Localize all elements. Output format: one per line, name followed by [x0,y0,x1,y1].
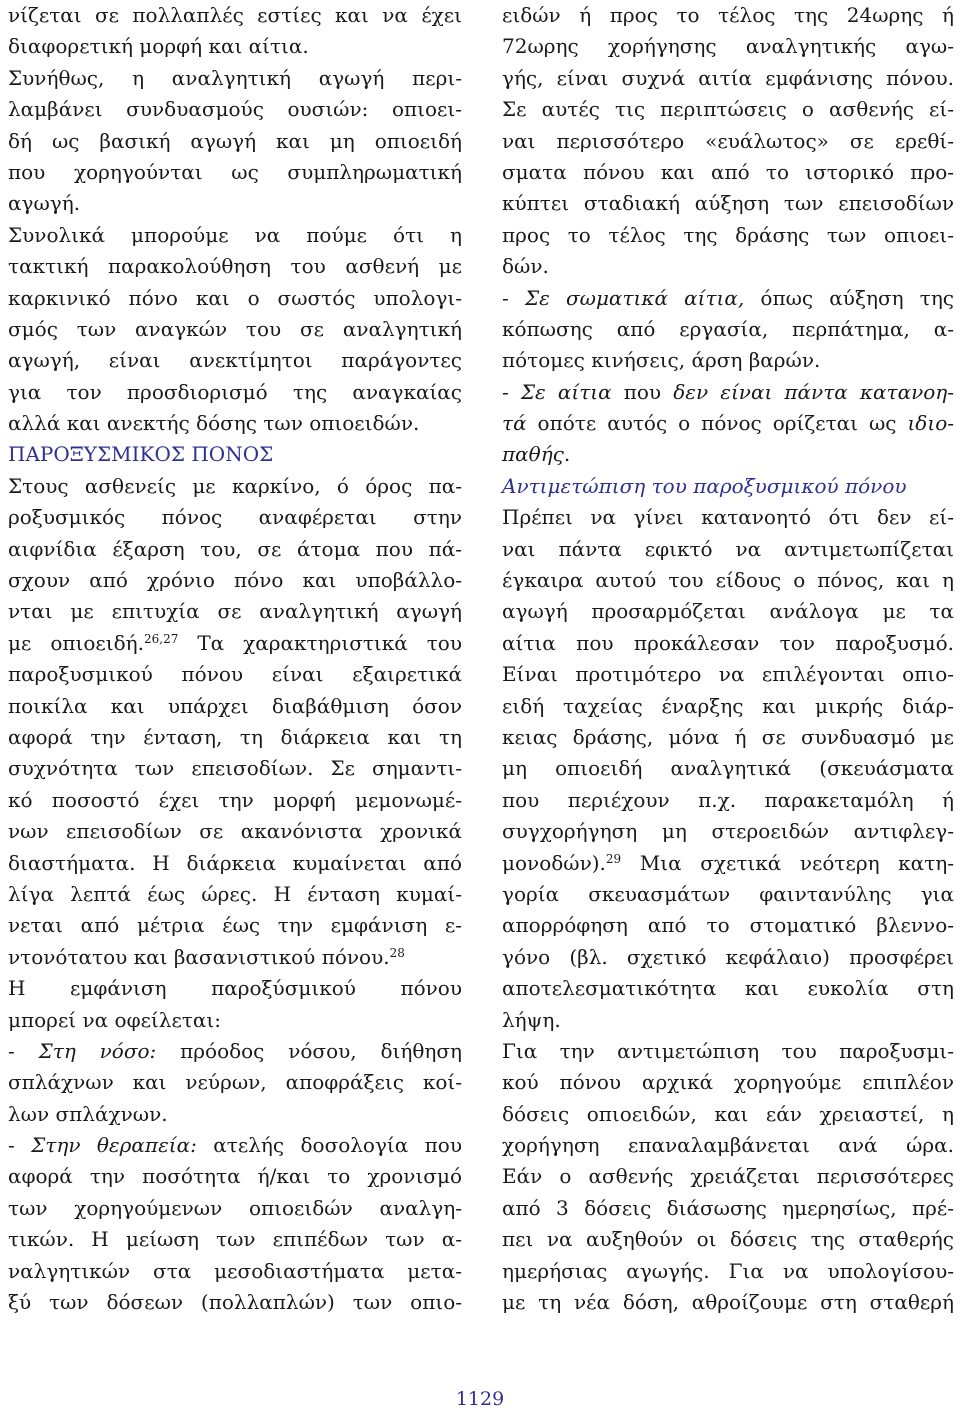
right-column-line [502,910,954,941]
text-run: σχουν από χρόνιο πόνο και υποβάλλο- [8,568,462,593]
left-text-column [8,0,462,1318]
text-run: - [8,1133,32,1158]
right-column-line [502,973,954,1004]
left-column-line [8,1287,462,1318]
text-run: με οπιοειδή. [8,630,144,655]
text-run: νων επεισοδίων σε ακανόνιστα χρονικά [8,819,462,844]
text-run: σπλάχνων και νεύρων, αποφράξεις κοί- [8,1070,462,1095]
right-column-line [502,753,954,784]
text-run: αφορά την ένταση, τη διάρκεια και τη [8,724,462,749]
text-run: που χορηγούνται ως συμπληρωματική [8,159,462,184]
left-column-line [8,1130,462,1161]
text-run: - [502,285,525,310]
left-column-line [8,596,462,627]
left-column-line [8,722,462,753]
left-column-line [8,628,462,659]
right-column-line [502,1005,954,1036]
text-run: μη οπιοειδή αναλγητικά (σκευάσματα [502,756,954,781]
text-run: οπότε αυτός ο πόνος ορίζεται ως [526,411,908,436]
text-run: μονοδών). [502,850,606,875]
right-column-line [502,848,954,879]
text-run: παροξυσμικού πόνου είναι εξαιρετικά [8,662,462,687]
text-run: πει να αυξηθούν οι δόσεις της σταθερής [502,1227,954,1252]
right-column-line [502,188,954,219]
right-column-line [502,659,954,690]
right-column-line [502,1036,954,1067]
right-column-line [502,94,954,125]
text-run: διαστήματα. Η διάρκεια κυμαίνεται από [8,850,462,875]
italic-text: Σε αίτια [520,379,612,404]
citation-superscript: 29 [605,851,622,866]
text-run: ποικίλα και υπάρχει διαβάθμιση όσον [8,693,462,718]
left-column-line [8,785,462,816]
text-run: 72ωρης χορήγησης αναλγητικής αγω- [502,34,954,59]
text-run: νται με επιτυχία σε αναλγητική αγωγή [8,599,462,624]
left-column-line [8,63,462,94]
left-column-line [8,251,462,282]
right-column-line [502,1193,954,1224]
text-run: κόπωσης από εργασία, περπάτημα, α- [502,316,954,341]
left-column-line [8,1161,462,1192]
right-column-line [502,126,954,157]
left-column-line [8,157,462,188]
text-run: ναι πάντα εφικτό να αντιμετωπίζεται [502,536,954,561]
left-column-line [8,220,462,251]
right-column-line [502,1256,954,1287]
left-column-line [8,1036,462,1067]
right-column-line [502,251,954,282]
left-column-line [8,126,462,157]
right-column-line [502,1130,954,1161]
text-run: Αντιμετώπιση του παροξυσμικού πόνου [502,473,907,498]
text-run: Εάν ο ασθενής χρειάζεται περισσότερες [502,1164,954,1189]
text-run: σματα πόνου και από το ιστορικό προ- [502,159,954,184]
text-run: έγκαιρα αυτού του είδους ο πόνος, και η [502,568,954,593]
right-column-line [502,157,954,188]
right-column-line [502,1099,954,1130]
right-column-line [502,377,954,408]
text-run: τακτική παρακολούθηση του ασθενή με [8,254,462,279]
left-column-line [8,942,462,973]
right-column-line [502,722,954,753]
right-column-line [502,691,954,722]
left-column-line [8,283,462,314]
text-run: σμός των αναγκών του σε αναλγητική [8,316,462,341]
text-run: ημερήσιας αγωγής. Για να υπολογίσου- [502,1258,954,1283]
right-column-line [502,1287,954,1318]
text-run: Τα χαρακτηριστικά του [178,630,463,655]
section-heading [8,439,462,470]
text-run: αγωγή προσαρμόζεται ανάλογα με τα [502,599,954,624]
left-column-line [8,816,462,847]
right-text-column [502,0,954,1318]
text-run: από 3 δόσεις διάσωσης ημερησίως, πρέ- [502,1195,954,1220]
right-column-line [502,879,954,910]
left-column-line [8,753,462,784]
right-column-line [502,31,954,62]
text-run: αφορά την ποσότητα ή/και το χρονισμό [8,1164,462,1189]
right-column-line [502,283,954,314]
left-column-line [8,879,462,910]
left-column-line [8,0,462,31]
text-run: ντονότατου και βασανιστικού πόνου. [8,944,390,969]
right-column-line [502,439,954,470]
left-column-line [8,1005,462,1036]
left-column-line [8,848,462,879]
left-column-line [8,1193,462,1224]
text-run: λήψη. [502,1007,561,1032]
left-column-line [8,471,462,502]
text-run: ναλγητικών στα μεσοδιαστήματα μετα- [8,1258,462,1283]
left-column-line [8,1256,462,1287]
right-column-line [502,1161,954,1192]
text-run: - [502,379,521,404]
subsection-heading [502,471,954,502]
text-run: Συνολικά μπορούμε να πούμε ότι η [8,222,462,247]
left-column-line [8,314,462,345]
text-run: νίζεται σε πολλαπλές εστίες και να έχει [8,3,462,27]
text-run: διαφορετική μορφή και αίτια. [8,34,309,59]
right-column-line [502,785,954,816]
text-run: ροξυσμικός πόνος αναφέρεται στην [8,505,462,530]
italic-text: Στη νόσο: [38,1038,157,1063]
text-run: νεται από μέτρια έως την εμφάνιση ε- [8,913,462,938]
right-column-line [502,220,954,251]
italic-text: Στην θεραπεία: [31,1133,197,1158]
text-run: ειδών ή προς το τέλος της 24ωρης ή [502,3,954,27]
text-run: Στους ασθενείς με καρκίνο, ό όρος πα- [8,473,462,498]
text-run: όπως αύξηση της [744,285,955,310]
left-column-line [8,534,462,565]
text-run: Συνήθως, η αναλγητική αγωγή περι- [8,65,462,90]
text-run: αγωγή. [8,191,81,216]
text-run: αγωγή, είναι ανεκτίμητοι παράγοντες [8,348,462,373]
right-column-line [502,0,954,31]
text-run: που [611,379,674,404]
left-column-line [8,31,462,62]
text-run: προς το τέλος της δράσης των οπιοει- [502,222,954,247]
left-column-line [8,94,462,125]
right-column-line [502,314,954,345]
right-column-line [502,1224,954,1255]
italic-text: Σε σωματικά αίτια, [524,285,745,310]
left-column-line [8,691,462,722]
right-column-line [502,628,954,659]
right-column-line [502,565,954,596]
text-run: συχνότητα των επεισοδίων. Σε σημαντι- [8,756,462,781]
left-column-line [8,1067,462,1098]
text-run: Μια σχετικά νεότερη κατη- [621,850,954,875]
text-run: Πρέπει να γίνει κατανοητό ότι δεν εί- [502,505,954,530]
text-run: χορήγηση επαναλαμβάνεται ανά ώρα. [502,1133,954,1158]
text-run: για τον προσδιορισμό της αναγκαίας [8,379,462,404]
italic-text: δεν είναι πάντα κατανοη- [673,379,955,404]
left-column-line [8,910,462,941]
text-run: αίτια που προκάλεσαν τον παροξυσμό. [502,630,954,655]
right-column-line [502,816,954,847]
right-column-line [502,502,954,533]
right-column-line [502,942,954,973]
text-run: των χορηγούμενων οπιοειδών αναλγη- [8,1195,462,1220]
text-run: καρκινικό πόνο και ο σωστός υπολογι- [8,285,462,310]
text-run: ατελής δοσολογία που [196,1133,463,1158]
text-run: Για την αντιμετώπιση του παροξυσμι- [502,1038,954,1063]
text-run: με τη νέα δόση, αθροίζουμε στη σταθερή [502,1290,954,1315]
text-run: δών. [502,254,549,279]
text-run: αλλά και ανεκτής δόσης των οπιοειδών. [8,411,420,436]
italic-text: παθής. [502,442,571,467]
text-run: δή ως βασική αγωγή και μη οπιοειδή [8,128,462,153]
text-run: συγχορήγηση μη στεροειδών αντιφλεγ- [502,819,954,844]
left-column-line [8,188,462,219]
left-column-line [8,1099,462,1130]
text-run: κό ποσοστό έχει την μορφή μεμονωμέ- [8,787,462,812]
right-column-line [502,408,954,439]
text-run: Σε αυτές τις περιπτώσεις ο ασθενής εί- [502,97,954,122]
text-run: ναι περισσότερο «ευάλωτος» σε ερεθί- [502,128,954,153]
right-column-line [502,345,954,376]
text-run: μπορεί να οφείλεται: [8,1007,221,1032]
text-run: - [8,1038,39,1063]
text-run: αποτελεσματικότητα και ευκολία στη [502,976,954,1001]
citation-superscript: 26,27 [144,631,179,646]
text-run: Η εμφάνιση παροξύσμικού πόνου [8,976,462,1001]
italic-text: τά [502,411,527,436]
left-column-line [8,502,462,533]
left-column-line [8,408,462,439]
text-run: λων σπλάχνων. [8,1101,168,1126]
text-run: δόσεις οπιοειδών, και εάν χρειαστεί, η [502,1101,954,1126]
citation-superscript: 28 [389,945,405,960]
text-run: κειας δράσης, μόνα ή σε συνδυασμό με [502,724,954,749]
text-run: κού πόνου αρχικά χορηγούμε επιπλέον [502,1070,954,1095]
right-column-line [502,596,954,627]
left-column-line [8,973,462,1004]
text-run: γόνο (βλ. σχετικό κεφάλαιο) προσφέρει [502,944,954,969]
text-run: πρόοδος νόσου, διήθηση [156,1038,462,1063]
text-run: τικών. Η μείωση των επιπέδων των α- [8,1227,462,1252]
left-column-line [8,377,462,408]
right-column-line [502,63,954,94]
text-run: ειδή ταχείας έναρξης και μικρής διάρ- [502,693,954,718]
text-run: πότομες κινήσεις, άρση βαρών. [502,348,821,373]
left-column-line [8,1224,462,1255]
text-run: ΠΑΡΟΞΥΣΜΙΚΟΣ ΠΟΝΟΣ [8,442,274,467]
text-run: που περιέχουν π.χ. παρακεταμόλη ή [502,787,954,812]
left-column-line [8,659,462,690]
text-run: ξύ των δόσεων (πολλαπλών) των οπιο- [8,1290,462,1315]
right-column-line [502,534,954,565]
text-run: Είναι προτιμότερο να επιλέγονται οπιο- [502,662,954,687]
text-run: αιφνίδια έξαρση του, σε άτομα που πά- [8,536,462,561]
right-column-line [502,1067,954,1098]
left-column-line [8,565,462,596]
text-run: κύπτει σταδιακή αύξηση των επεισοδίων [502,191,954,216]
text-run: λίγα λεπτά έως ώρες. Η ένταση κυμαί- [8,881,462,906]
text-run: γής, είναι συχνά αιτία εμφάνισης πόνου. [502,65,954,90]
text-run: γορία σκευασμάτων φαιντανύλης για [502,881,954,906]
text-run: λαμβάνει συνδυασμούς ουσιών: οπιοει- [8,97,462,122]
text-run: απορρόφηση από το στοματικό βλεννο- [502,913,954,938]
page-number: 1129 [455,1388,505,1410]
italic-text: ιδιο- [907,411,954,436]
left-column-line [8,345,462,376]
